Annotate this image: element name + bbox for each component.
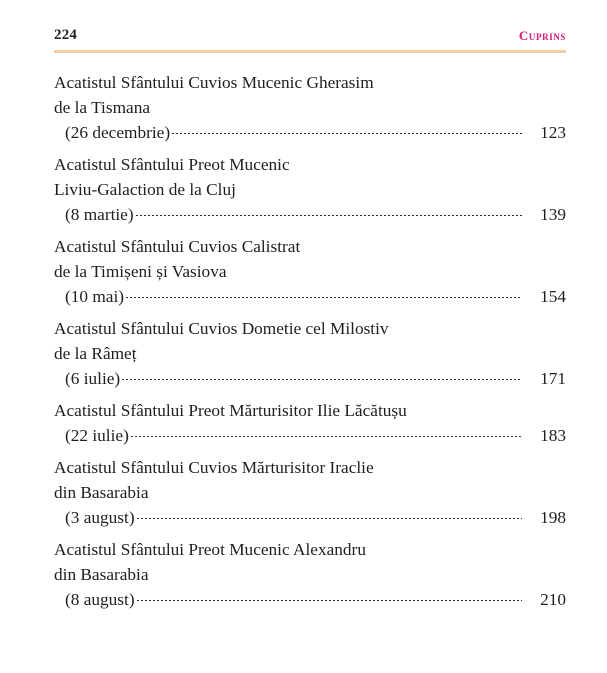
toc-entry-title-line: Liviu-Galaction de la Cluj: [54, 180, 236, 199]
toc-entry-date: (22 iulie): [65, 426, 129, 445]
toc-entry-date-line: [54, 284, 566, 309]
toc-entry-date-line: [54, 587, 566, 612]
section-title: Cuprins: [518, 28, 566, 43]
toc-entry-page-number: 154: [540, 287, 566, 306]
toc-entry-title-line: Acatistul Sfântului Cuvios Calistrat: [54, 237, 301, 256]
toc-entry: [54, 398, 566, 448]
toc-entry-title-line: Acatistul Sfântului Cuvios Mucenic Gherasim: [54, 73, 374, 92]
toc-entry-date-line: [54, 423, 566, 448]
toc-entry-page-number: 210: [540, 590, 566, 609]
toc-entry: [54, 234, 566, 309]
dot-leader: [135, 215, 522, 216]
toc-entry-title-line: Acatistul Sfântului Preot Mucenic Alexandru: [54, 540, 366, 559]
toc-entry: [54, 152, 566, 227]
toc-entry-title-line: Acatistul Sfântului Preot Mucenic: [54, 155, 290, 174]
toc-entry: [54, 316, 566, 391]
toc-entry-date-line: [54, 202, 566, 227]
toc-entry-page-number: 139: [540, 205, 566, 224]
toc-entry-page-number: 171: [540, 369, 566, 388]
toc-entry-title-line: Acatistul Sfântului Cuvios Mărturisitor Iraclie: [54, 458, 374, 477]
toc-entry-title-line: de la Râmeț: [54, 344, 137, 363]
dot-leader: [125, 297, 522, 298]
toc-entry: [54, 537, 566, 612]
toc-entry-date: (10 mai): [65, 287, 125, 306]
toc-entry-title-line: Acatistul Sfântului Cuvios Dometie cel Milostiv: [54, 319, 389, 338]
toc-entry: [54, 455, 566, 530]
dot-leader: [136, 518, 522, 519]
toc-entry-page-number: 183: [540, 426, 566, 445]
toc-entry-date-line: [54, 366, 566, 391]
toc-entry-title-line: din Basarabia: [54, 483, 149, 502]
toc-entry-title-line: de la Tismana: [54, 98, 151, 117]
toc-entry-date-line: [54, 505, 566, 530]
toc-entry-page-number: 198: [540, 508, 566, 527]
toc-entry: [54, 70, 566, 145]
dot-leader: [171, 133, 522, 134]
dot-leader: [121, 379, 522, 380]
toc-entry-date: (26 decembrie): [65, 123, 171, 142]
page-header: [54, 27, 566, 49]
toc-entry-date-line: [54, 120, 566, 145]
toc-entry-title-line: Acatistul Sfântului Preot Mărturisitor Ilie Lăcătușu: [54, 401, 407, 420]
dot-leader: [130, 436, 522, 437]
table-of-contents: [54, 70, 566, 619]
dot-leader: [136, 600, 522, 601]
toc-entry-page-number: 123: [540, 123, 566, 142]
toc-entry-date: (3 august): [65, 508, 135, 527]
toc-entry-date: (8 august): [65, 590, 135, 609]
toc-entry-title-line: de la Timișeni și Vasiova: [54, 262, 227, 281]
toc-entry-date: (8 martie): [65, 205, 134, 224]
page-number: 224: [54, 27, 78, 43]
toc-entry-title-line: din Basarabia: [54, 565, 149, 584]
toc-entry-date: (6 iulie): [65, 369, 121, 388]
header-rule: [54, 50, 566, 53]
